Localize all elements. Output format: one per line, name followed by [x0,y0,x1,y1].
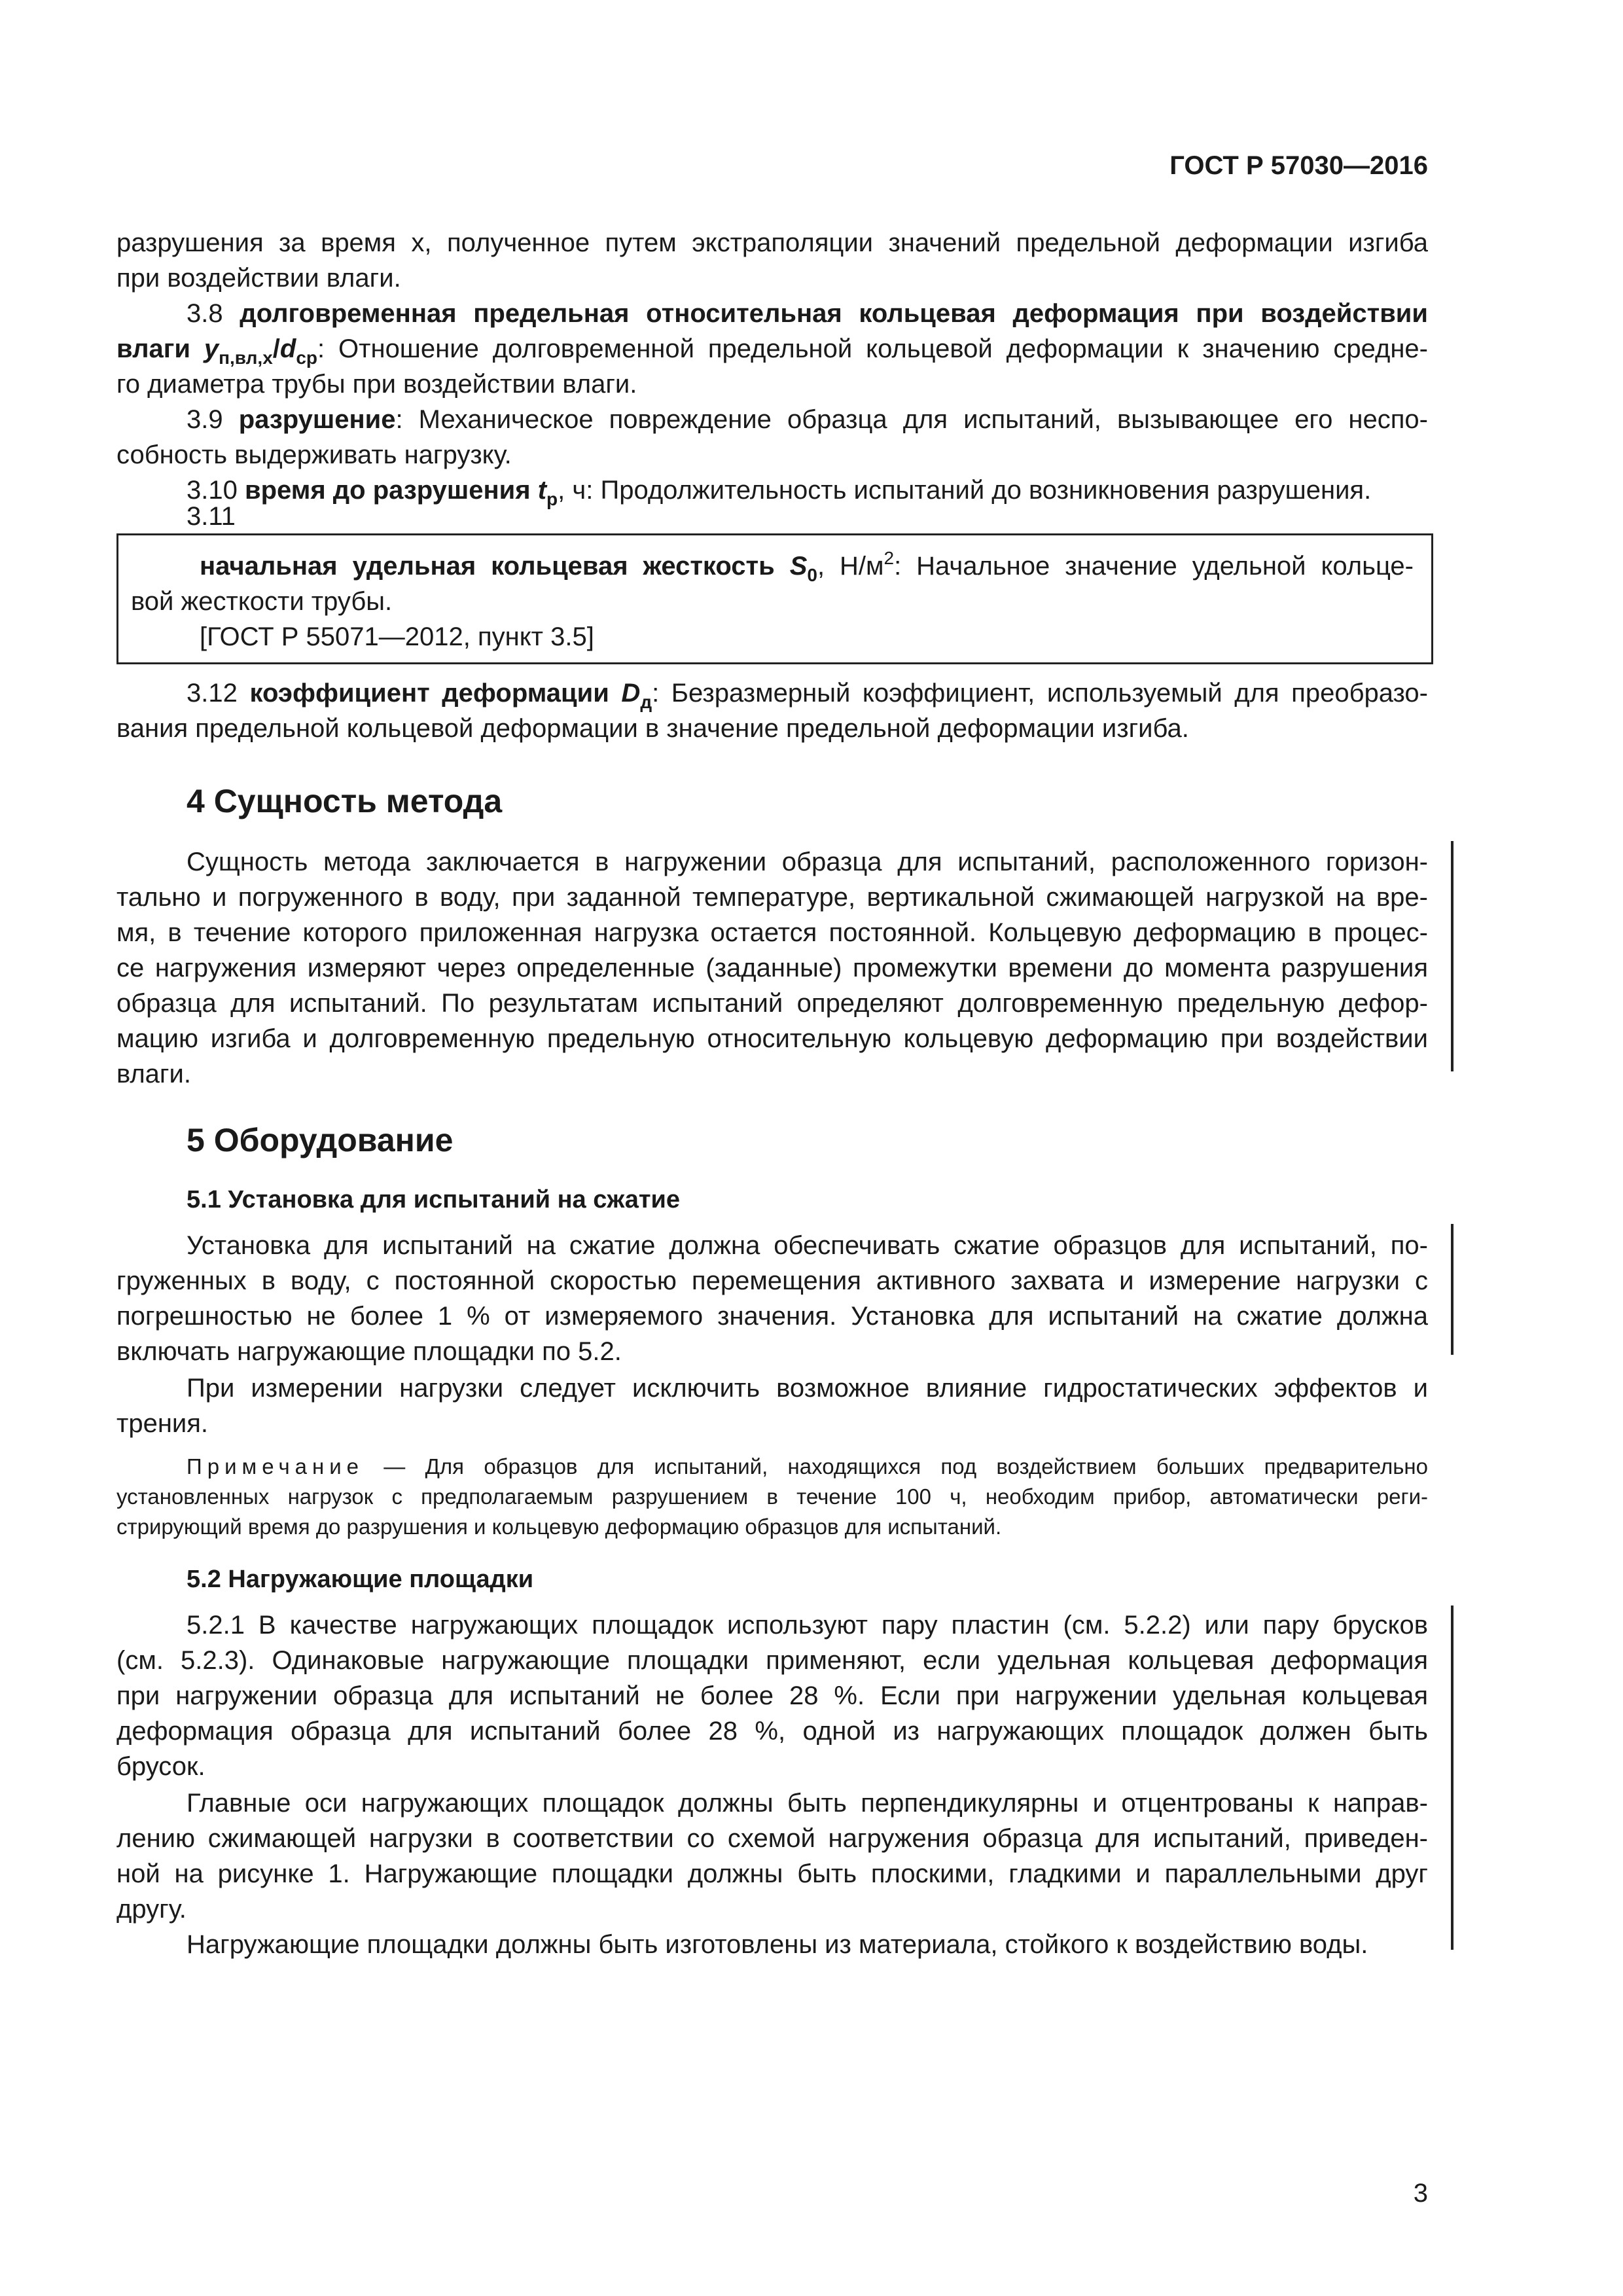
paragraph-line: При измерении нагрузки следует исключить возможное влияние гидростатических эффектов и [187,1374,1428,1403]
change-bar [1451,1605,1454,1950]
paragraph-line: погрешностью не более 1 % от измеряемого значения. Установка для испытаний на сжатие должна [116,1302,1428,1331]
paragraph-line: 5.2.1 В качестве нагружающих площадок используют пару пластин (см. 5.2.2) или пару брусков [187,1611,1428,1640]
paragraph-line: лению сжимающей нагрузки в соответствии со схемой нагружения образца для испытаний, приведен- [116,1824,1428,1853]
paragraph-line: тально и погруженного в воду, при заданной температуре, вертикальной сжимающей нагрузкой на вре- [116,883,1428,912]
paragraph-line: разрушения за время x, полученное путем экстраполяции значений предельной деформации изгиба [116,228,1428,257]
paragraph-line: Сущность метода заключается в нагружении образца для испытаний, расположенного горизон- [187,848,1428,876]
note-line: установленных нагрузок с предполагаемым разрушением в течение 100 ч, необходим прибор, автоматически реги- [116,1484,1428,1509]
document-header: ГОСТ Р 57030—2016 [1169,151,1428,180]
paragraph-line: собность выдерживать нагрузку. [116,440,512,469]
paragraph-line: го диаметра трубы при воздействии влаги. [116,370,637,399]
page-number: 3 [1413,2179,1428,2208]
paragraph-line: мацию изгиба и долговременную предельную относительную кольцевую деформацию при воздействии [116,1024,1428,1053]
paragraph-line: включать нагружающие площадки по 5.2. [116,1337,622,1366]
paragraph-line: груженных в воду, с постоянной скоростью перемещения активного захвата и измерение нагрузки с [116,1266,1428,1295]
definition-3-8-line1: 3.8 долговременная предельная относительная кольцевая деформация при воздействии [187,299,1428,328]
definition-3-8-line2: влаги $y_{п,вл,x}/d_{ср}$: Отношение долговременной предельной кольцевой деформации к значению средне- [116,334,1428,368]
section-4-heading: 4 Сущность метода [187,783,503,819]
subsection-5-1-heading: 5.1 Установка для испытаний на сжатие [187,1186,681,1213]
definition-3-11-line1: начальная удельная кольцевая жесткость $S_0$, $Н/м^2$: Начальное значение удельной кольце- [200,548,1414,585]
note-line: стрирующий время до разрушения и кольцевую деформацию образцов для испытаний. [116,1515,1002,1539]
change-bar [1451,841,1454,1071]
definition-3-10: 3.10 время до разрушения $t_р$, ч: Продолжительность испытаний до возникновения разрушения. [187,476,1372,509]
source-reference: [ГОСТ Р 55071—2012, пункт 3.5] [200,622,594,651]
definition-3-12-line1: 3.12 коэффициент деформации $D_д$: Безразмерный коэффициент, используемый для преобразо- [187,679,1428,712]
paragraph-line: Установка для испытаний на сжатие должна обеспечивать сжатие образцов для испытаний, по- [187,1231,1428,1260]
paragraph-line: мя, в течение которого приложенная нагрузка остается постоянной. Кольцевую деформацию в процес- [116,918,1428,947]
paragraph-line: (см. 5.2.3). Одинаковые нагружающие площадки применяют, если удельная кольцевая деформация [116,1646,1428,1675]
definition-3-11-number: 3.11 [187,502,236,531]
paragraph-line: вания предельной кольцевой деформации в значение предельной деформации изгиба. [116,714,1189,743]
paragraph-line: се нагружения измеряют через определенные (заданные) промежутки времени до момента разрушения [116,954,1428,982]
paragraph-line: брусок. [116,1752,205,1781]
note-line1: Примечание — Для образцов для испытаний, находящихся под воздействием больших предварительно [187,1454,1428,1479]
paragraph-line: при воздействии влаги. [116,264,401,293]
paragraph-line: трения. [116,1409,209,1438]
section-5-heading: 5 Оборудование [187,1122,454,1158]
subsection-5-2-heading: 5.2 Нагружающие площадки [187,1566,534,1593]
paragraph-line: Главные оси нагружающих площадок должны быть перпендикулярны и отцентрованы к направ- [187,1789,1428,1818]
paragraph-line: другу. [116,1895,187,1924]
definition-3-9-line1: 3.9 разрушение: Механическое повреждение образца для испытаний, вызывающее его неспо- [187,405,1428,434]
paragraph-line: при нагружении образца для испытаний не более 28 %. Если при нагружении удельная кольцевая [116,1681,1428,1710]
paragraph-line: деформация образца для испытаний более 28 %, одной из нагружающих площадок должен быть [116,1717,1428,1746]
paragraph-line: ной на рисунке 1. Нагружающие площадки должны быть плоскими, гладкими и параллельными друг [116,1859,1428,1888]
note-label: Примечание [187,1454,365,1479]
change-bar [1451,1224,1454,1355]
paragraph-line: влаги. [116,1060,191,1088]
paragraph-line: образца для испытаний. По результатам испытаний определяют долговременную предельную дефор- [116,989,1428,1018]
paragraph-line: Нагружающие площадки должны быть изготовлены из материала, стойкого к воздействию воды. [187,1930,1368,1959]
paragraph-line: вой жесткости трубы. [131,587,393,616]
